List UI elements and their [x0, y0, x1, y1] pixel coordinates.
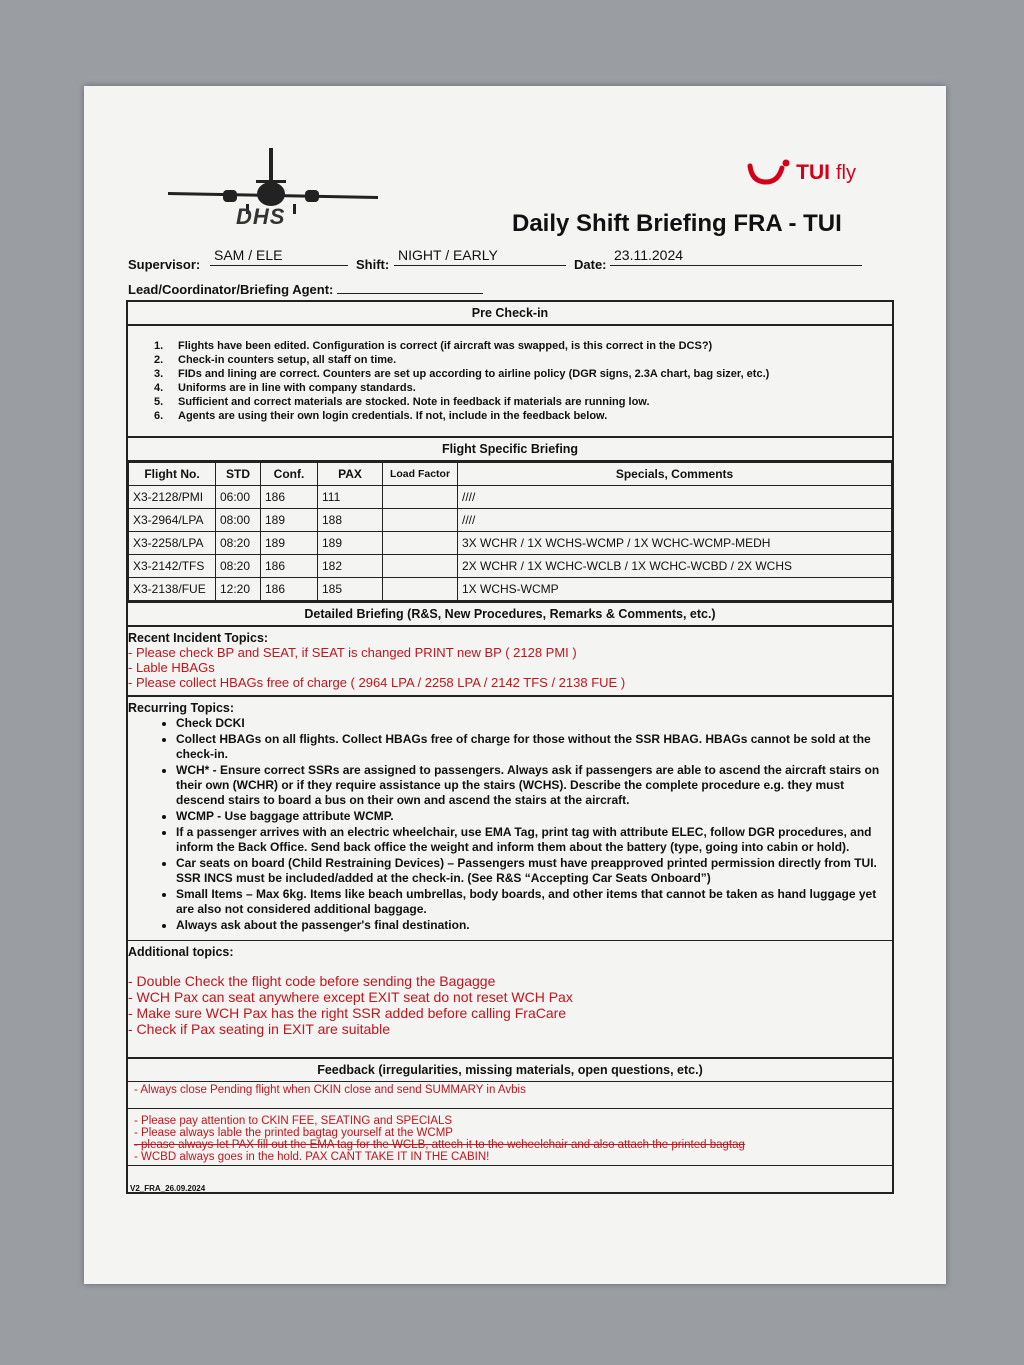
list-item: • Always ask about the passenger's final destination. — [176, 918, 888, 933]
table-row: X3-2128/PMI 06:00 186 111 //// — [129, 486, 892, 509]
supervisor-value: SAM / ELE — [210, 247, 348, 266]
col-comments: Specials, Comments — [458, 463, 892, 486]
additional-topics-heading: Additional topics: — [128, 945, 234, 959]
col-flight: Flight No. — [129, 463, 216, 486]
table-row: X3-2964/LPA 08:00 189 188 //// — [129, 509, 892, 532]
lead-value-line — [337, 283, 483, 294]
col-conf: Conf. — [261, 463, 318, 486]
col-pax: PAX — [318, 463, 383, 486]
list-item: 3. FIDs and lining are correct. Counters are set up according to airline policy (DGR signs, 2.3A chart, bag sizer, etc.) — [154, 368, 770, 380]
version-label: V2_FRA_26.09.2024 — [130, 1184, 206, 1193]
date-label: Date: — [574, 257, 607, 272]
list-item: • Check DCKI — [176, 716, 888, 731]
recurring-list — [128, 716, 888, 933]
additional-line: - WCH Pax can seat anywhere except EXIT seat do not reset WCH Pax — [128, 989, 573, 1005]
flight-briefing-heading: Flight Specific Briefing — [128, 438, 892, 462]
shift-value: NIGHT / EARLY — [394, 247, 566, 266]
pre-checkin-heading: Pre Check-in — [128, 302, 892, 326]
list-item: 1. Flights have been edited. Configuration is correct (if aircraft was swapped, is this correct in the DCS?) — [154, 340, 713, 352]
additional-line: - Double Check the flight code before sending the Bagagge — [128, 973, 496, 989]
list-item: • Small Items – Max 6kg. Items like beach umbrellas, body boards, and other items that cannot be taken as hand luggage yet are also not considered additional baggage. — [176, 887, 888, 917]
flight-table — [128, 462, 892, 601]
lead-label: Lead/Coordinator/Briefing Agent: — [128, 282, 334, 297]
recent-line: - Please check BP and SEAT, if SEAT is changed PRINT new BP ( 2128 PMI ) — [128, 645, 577, 660]
dhs-logo-text: DHS — [236, 204, 286, 229]
feedback-heading: Feedback (irregularities, missing materials, open questions, etc.) — [317, 1063, 703, 1077]
list-item: 6. Agents are using their own login credentials. If not, include in the feedback below. — [154, 410, 608, 422]
lead-field — [128, 282, 483, 297]
table-row: X3-2258/LPA 08:20 189 189 3X WCHR / 1X WCHS-WCMP / 1X WCHC-WCMP-MEDH — [129, 532, 892, 555]
recent-incidents-section — [128, 627, 892, 697]
list-item: • If a passenger arrives with an electric wheelchair, use EMA Tag, print tag with attribute ELEC, follow DGR procedures, and inform the Back Office. Send back office the weight and inform them about the battery (type, going into cabin or hold). — [176, 825, 888, 855]
pre-checkin-list — [128, 326, 892, 438]
list-item: • WCMP - Use baggage attribute WCMP. — [176, 809, 888, 824]
list-item: 4. Uniforms are in line with company standards. — [154, 382, 416, 394]
recent-incidents-heading: Recent Incident Topics: — [128, 631, 269, 645]
table-header-row — [129, 463, 892, 486]
feedback-line: - Please pay attention to CKIN FEE, SEATING and SPECIALS - Please always lable the printed bagtag yourself at the WCMP - please always let PAX fill out the EMA tag for the WCLB, attech it to the wcheelchair and also attach the printed bagtag - WCBD always goes in the hold. PAX CANT TAKE IT IN THE CABIN! — [128, 1108, 892, 1165]
briefing-form — [126, 300, 894, 1194]
list-item: 2. Check-in counters setup, all staff on time. — [154, 354, 397, 366]
recurring-topics-section — [128, 697, 892, 940]
detailed-briefing-heading: Detailed Briefing (R&S, New Procedures, Remarks & Comments, etc.) — [128, 601, 892, 627]
date-value: 23.11.2024 — [610, 247, 862, 266]
recent-line: - Please collect HBAGs free of charge ( 2964 LPA / 2258 LPA / 2142 TFS / 2138 FUE ) — [128, 675, 626, 690]
list-item: • Car seats on board (Child Restraining Devices) – Passengers must have preapproved printed permission directly from TUI. SSR INCS must be included/added at the check-in. (See R&S “Accepting Car Seats Onboard”) — [176, 856, 888, 886]
dhs-logo — [168, 146, 378, 236]
briefing-sheet — [84, 86, 946, 1284]
additional-line: - Check if Pax seating in EXIT are suitable — [128, 1021, 390, 1037]
col-load-factor: Load Factor — [383, 463, 458, 486]
page-title: Daily Shift Briefing FRA - TUI — [512, 210, 842, 237]
table-row: X3-2142/TFS 08:20 186 182 2X WCHR / 1X WCHC-WCLB / 1X WCHC-WCBD / 2X WCHS — [129, 555, 892, 578]
tui-smile-icon — [746, 158, 790, 188]
tui-brand-text: TUI — [796, 161, 830, 184]
list-item: • Collect HBAGs on all flights. Collect HBAGs free of charge for those without the SSR HBAG. HBAGs cannot be sold at the check-in. — [176, 732, 888, 762]
table-row: X3-2138/FUE 12:20 186 185 1X WCHS-WCMP — [129, 578, 892, 601]
recent-line: - Lable HBAGs — [128, 660, 215, 675]
list-item: • WCH* - Ensure correct SSRs are assigned to passengers. Always ask if passengers are able to ascend the aircraft stairs on their own (WCHR) or if they require assistance up the stairs (WCHS). Describe the complete procedure e.g. they must descend stairs to board a bus on their own and ascend the stairs at the aircraft. — [176, 763, 888, 808]
tui-fly-logo — [746, 158, 856, 188]
list-item: 5. Sufficient and correct materials are stocked. Note in feedback if materials are running low. — [154, 396, 650, 408]
feedback-blank-line — [128, 1165, 892, 1192]
feedback-section — [128, 1081, 892, 1192]
shift-label: Shift: — [356, 257, 390, 272]
additional-line: - Make sure WCH Pax has the right SSR added before calling FraCare — [128, 1005, 567, 1021]
recurring-topics-heading: Recurring Topics: — [128, 701, 235, 715]
header-fields — [128, 246, 892, 272]
feedback-line: - Always close Pending flight when CKIN close and send SUMMARY in Avbis — [128, 1081, 892, 1108]
col-std: STD — [216, 463, 261, 486]
tui-fly-text: fly — [836, 161, 856, 184]
additional-topics-section — [128, 940, 892, 1059]
supervisor-label: Supervisor: — [128, 257, 201, 272]
